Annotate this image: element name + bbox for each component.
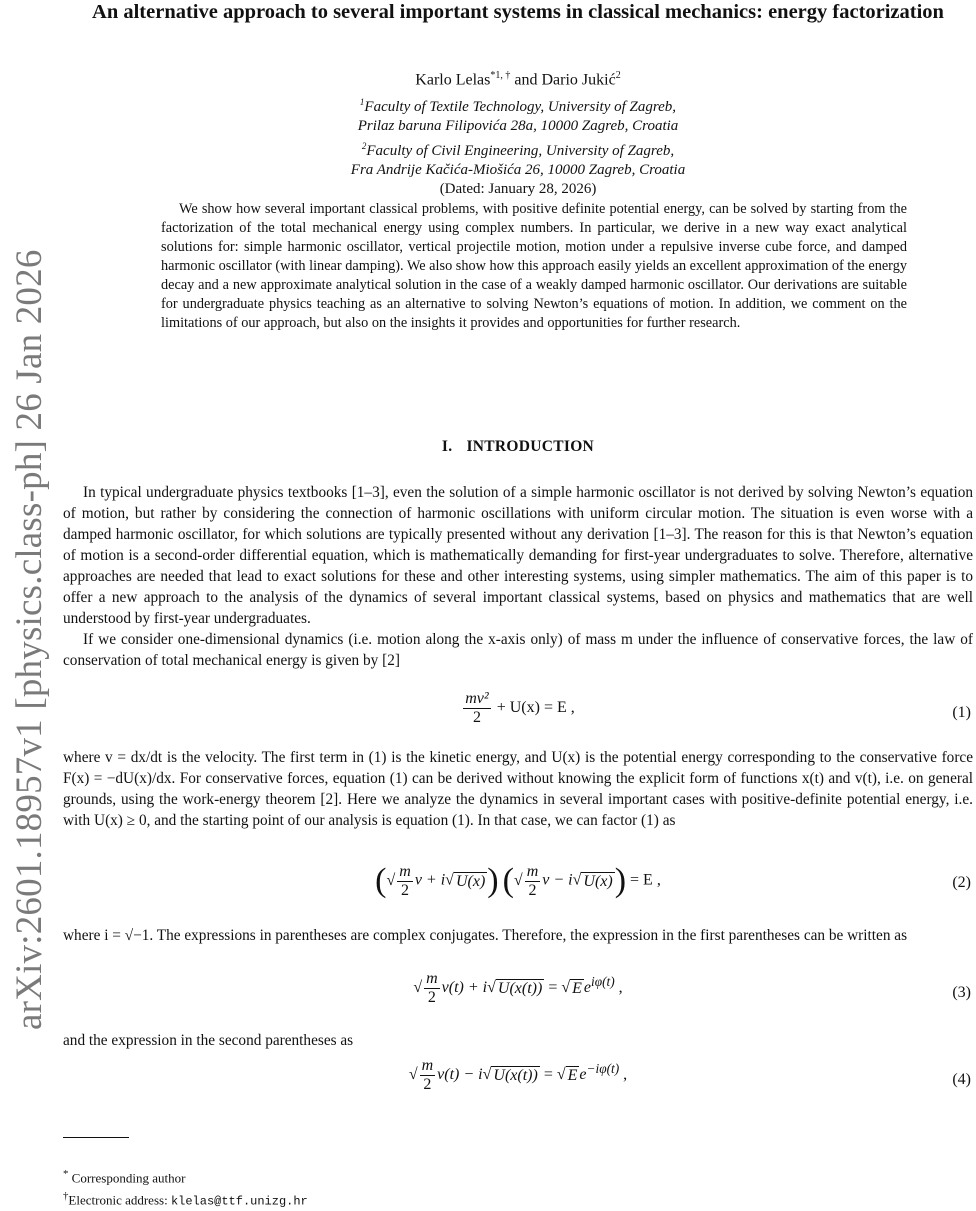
- author-conjunction: and: [514, 71, 538, 89]
- paper-title: An alternative approach to several important systems in classical mechanics: energy factorization: [92, 1, 944, 23]
- equation-number: (1): [952, 704, 971, 721]
- section-heading: [60, 438, 976, 456]
- footnote-divider: [63, 1137, 129, 1138]
- equation-4: √ $\frac{m}{2}$ v(t) − i√ U(x(t)) = √ E $e^{-i\varphi(t)}$ , (4): [408, 1057, 971, 1093]
- footnotes: [63, 1165, 308, 1211]
- affiliations: [60, 93, 976, 199]
- affiliation-line: $^1$Faculty of Textile Technology, University of Zagreb,: [359, 97, 677, 115]
- paragraph: where v = dx/dt is the velocity. The first term in (1) is the kinetic energy, and U(x) is the potential energy corresponding to the conservative force F(x) = −dU(x)/dx. For conservative forces, equation (1) can be derived without knowing the explicit form of functions x(t) and v(t), i.e. on general grounds, using the work-energy theorem [2]. Here we analyze the dynamics in several important cases with positive-definite potential energy, i.e. with U(x) ≥ 0, and the starting point of our analysis is equation (1). In that case, we can factor (1) as: [63, 749, 973, 829]
- equation-number: (4): [952, 1071, 971, 1088]
- paragraph: where i = √−1. The expressions in parentheses are complex conjugates. Therefore, the expression in the first parentheses can be written as: [63, 927, 908, 944]
- date-line: (Dated: January 28, 2026): [439, 181, 597, 198]
- equation-number: (2): [952, 874, 971, 891]
- equation-1: $\frac{\text{mv²}}{2}$ + U(x) = E , (1): [465, 690, 971, 726]
- author-name: Karlo Lelas: [415, 71, 491, 89]
- equation-3: √ $\frac{m}{2}$ v(t) + i√ U(x(t)) = √ E $e^{i\varphi(t)}$ , (3): [413, 970, 971, 1006]
- author-mark: *1, †: [490, 70, 511, 81]
- affiliation-line: $^2$Faculty of Civil Engineering, University of Zagreb,: [361, 140, 675, 159]
- email-link[interactable]: klelas@ttf.unizg.hr: [170, 1194, 308, 1209]
- section-number: I.: [441, 438, 453, 455]
- equation-number: (3): [952, 984, 971, 1001]
- paragraph: and the expression in the second parentheses as: [63, 1032, 354, 1049]
- footnote-corresponding: * Corresponding author: [63, 1168, 186, 1186]
- affiliation-line: Prilaz baruna Filipovića 28a, 10000 Zagreb, Croatia: [357, 118, 679, 135]
- paragraph: In typical undergraduate physics textbooks [1–3], even the solution of a simple harmonic oscillator is not derived by solving Newton’s equation of motion, but rather by considering the connection of harmonic oscillations with uniform circular motion. The situation is even worse with a damped harmonic oscillator, for which solutions are typically presented without any derivation [1–3]. The reason for this is that Newton’s equation of motion is a second-order differential equation, which is mathematically demanding for first-year undergraduates to solve. Therefore, alternative approaches are needed that lead to exact solutions for these and other interesting systems, using simpler mathematics. The aim of this paper is to offer a new approach to the analysis of the dynamics of several important classical systems, based on physics and mathematics that are well understood by first-year undergraduates.: [63, 484, 973, 627]
- abstract: We show how several important classical problems, with positive definite potential energy, can be solved by starting from the factorization of the total mechanical energy using complex numbers. In particular, we derive in a new way exact analytical solutions for: simple harmonic oscillator, vertical projectile motion, motion under a repulsive inverse cube force, and damped harmonic oscillator (with linear damping). We also show how this approach easily yields an excellent approximation of the energy decay and a new approximate analytical solution in the case of a weakly damped harmonic oscillator. Our derivations are suitable for undergraduate physics teaching as an alternative to solving Newton’s equations of motion. In addition, we comment on the limitations of our approach, but also on the insights it provides and opportunities for further research.: [161, 201, 907, 331]
- footnote-email: †Electronic address: klelas@ttf.unizg.hr: [63, 1190, 308, 1209]
- author-name: Dario Jukić: [541, 71, 616, 89]
- author-list: [60, 70, 976, 89]
- equation-2: (√ $\frac{m}{2}$ v + i√ U(x)) (√ $\frac{m}{2}$ v − i√ U(x)) = E , (2): [375, 862, 971, 899]
- author-mark: 2: [615, 70, 621, 81]
- affiliation-line: Fra Andrije Kačića-Miošića 26, 10000 Zagreb, Croatia: [350, 161, 686, 178]
- arxiv-identifier-stamp: arXiv:2601.18957v1 [physics.class-ph] 26 Jan 2026: [9, 249, 50, 1030]
- paragraph: If we consider one-dimensional dynamics (i.e. motion along the x-axis only) of mass m under the influence of conservative forces, the law of conservation of total mechanical energy is given by [2]: [63, 631, 973, 669]
- section-title: INTRODUCTION: [466, 438, 595, 455]
